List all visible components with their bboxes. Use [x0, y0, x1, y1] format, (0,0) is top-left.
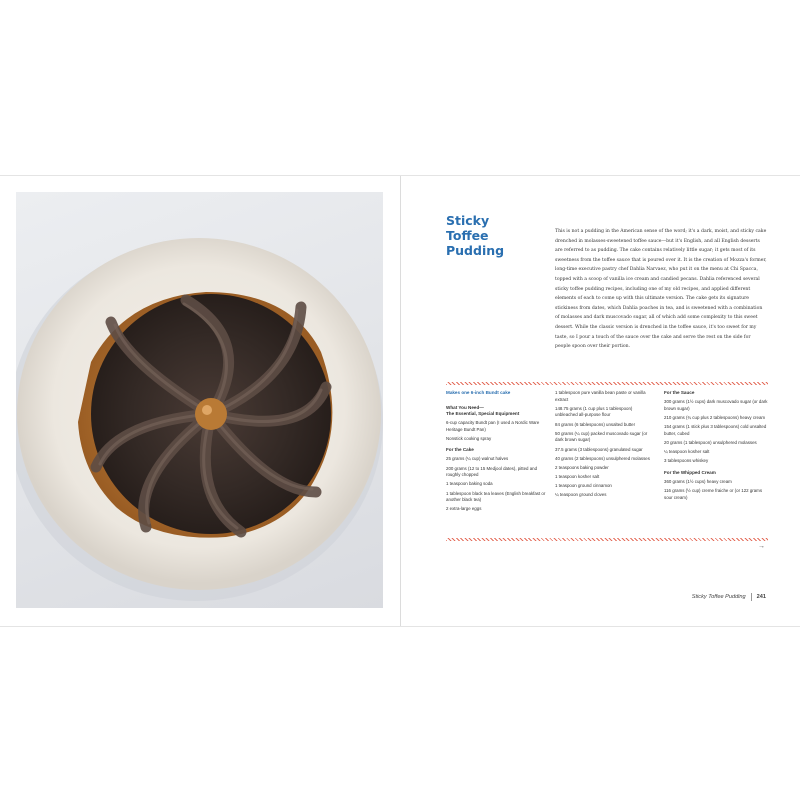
ingredient-item: 25 grams (¼ cup) walnut halves	[446, 456, 509, 462]
arrow-right-icon: →	[758, 543, 765, 550]
ingredient-item: 360 grams (1½ cups) heavy cream	[664, 478, 732, 484]
ingredients-column-1	[446, 390, 546, 516]
page-number: 241	[756, 594, 766, 600]
equipment-item: Nonstick cooking spray	[446, 435, 492, 441]
whipped-cream-heading: For the Whipped Cream	[664, 469, 716, 475]
equipment-heading-line2: The Essential, Special Equipment	[446, 411, 520, 416]
ingredient-item: 210 grams (¾ cup plus 2 tablespoons) heavy cream	[664, 414, 766, 420]
running-title: Sticky Toffee Pudding	[691, 594, 746, 600]
ingredient-item: 1 teaspoon kosher salt	[555, 474, 600, 480]
decorative-rule-bottom	[446, 538, 768, 541]
ingredient-item: 84 grams (6 tablespoons) unsalted butter	[555, 421, 636, 427]
left-page	[0, 176, 400, 626]
toffee-center	[195, 398, 227, 430]
ingredient-item: 154 grams (1 stick plus 3 tablespoons) cold unsalted butter, cubed	[664, 423, 767, 436]
ingredient-item: 1 tablespoon black tea leaves (English breakfast or another black tea)	[446, 490, 546, 503]
recipe-title: Sticky Toffee Pudding	[446, 213, 505, 258]
sauce-heading: For the Sauce	[664, 390, 695, 395]
ingredients-column-3	[664, 390, 769, 504]
recipe-intro: This is not a pudding in the American sense of the word; it's a dark, moist, and sticky cake drenched in molasses-sweetened toffee sauce—but it's English, and all English desserts are referred to as pudding. The cake contains relatively little sugar; it gets most of its sweetness from the toffee sauce that is poured over it. It is the creation of Mozza's former, long-time executive pastry chef Dahlia Narvaez, who put it on the menu at Chi Spacca, topped with a scoop of vanilla ice cream and candied pecans. Dahlia referenced several sticky toffee pudding recipes, including one of my old recipes, and applied different elements of each to come up with this ultimate version. The cake gets its signature stickiness from dates, which Dahlia poaches in tea, and is sweetened with a combination of molasses and dark muscovado sugar, all of which add some complexity to this sweet dessert. While the classic version is drenched in the toffee sauce, it's too sweet for my taste, so I pour a touch of the sauce over the cake and serve the rest on the side for people spoon over their portion.	[555, 229, 767, 350]
ingredient-item: 1 tablespoon pure vanilla bean paste or vanilla extract	[555, 390, 646, 402]
ingredient-item: 3 tablespoons whiskey	[664, 458, 709, 464]
ingredient-item: 116 grams (½ cup) creme fraiche or (or 122 grams sour cream)	[664, 487, 763, 500]
equipment-heading-line1: What You Need—	[446, 404, 484, 410]
ingredient-item: 1 teaspoon ground cinnamon	[555, 483, 612, 489]
ingredient-item: ¼ teaspoon kosher salt	[664, 448, 710, 454]
ingredient-item: 1 teaspoon baking soda	[446, 481, 493, 487]
ingredient-item: 37.5 grams (3 tablespoons) granulated sugar	[555, 446, 643, 452]
ingredient-item: 20 grams (1 tablespoon) unsulphered molasses	[664, 439, 757, 445]
ingredient-item: 40 grams (2 tablespoons) unsulphered molasses	[555, 455, 650, 461]
equipment-item: 6-cup capacity Bundt pan (I used a Nordic Ware Heritage Bundt Pan)	[446, 420, 540, 432]
ingredient-item: 300 grams (1½ cups) dark muscovado sugar (or dark brown sugar)	[664, 399, 768, 411]
ingredient-item: ¼ teaspoon ground cloves	[555, 492, 607, 498]
book-spread	[0, 175, 800, 627]
right-page	[401, 176, 800, 626]
ingredient-item: 50 grams (¼ cup) packed muscovado sugar (or dark brown sugar)	[555, 430, 648, 443]
ingredients-column-2	[555, 390, 655, 502]
cake-heading: For the Cake	[446, 447, 474, 453]
ingredient-item: 2 extra-large eggs	[446, 506, 482, 512]
page-footer	[692, 593, 766, 601]
footer-divider	[751, 593, 752, 601]
equipment-heading	[446, 405, 546, 418]
decorative-rule-top	[446, 382, 768, 385]
ingredient-item: 148.75 grams (1 cup plus 1 tablespoon) unbleached all-purpose flour	[555, 405, 633, 418]
recipe-yield: Makes one 6-inch Bundt cake	[446, 390, 511, 395]
cake-photo	[16, 192, 383, 608]
ingredient-item: 200 grams (12 to 15 Medjool dates), pitted and roughly chopped	[446, 465, 538, 478]
ingredient-item: 2 teaspoons baking powder	[555, 464, 609, 470]
